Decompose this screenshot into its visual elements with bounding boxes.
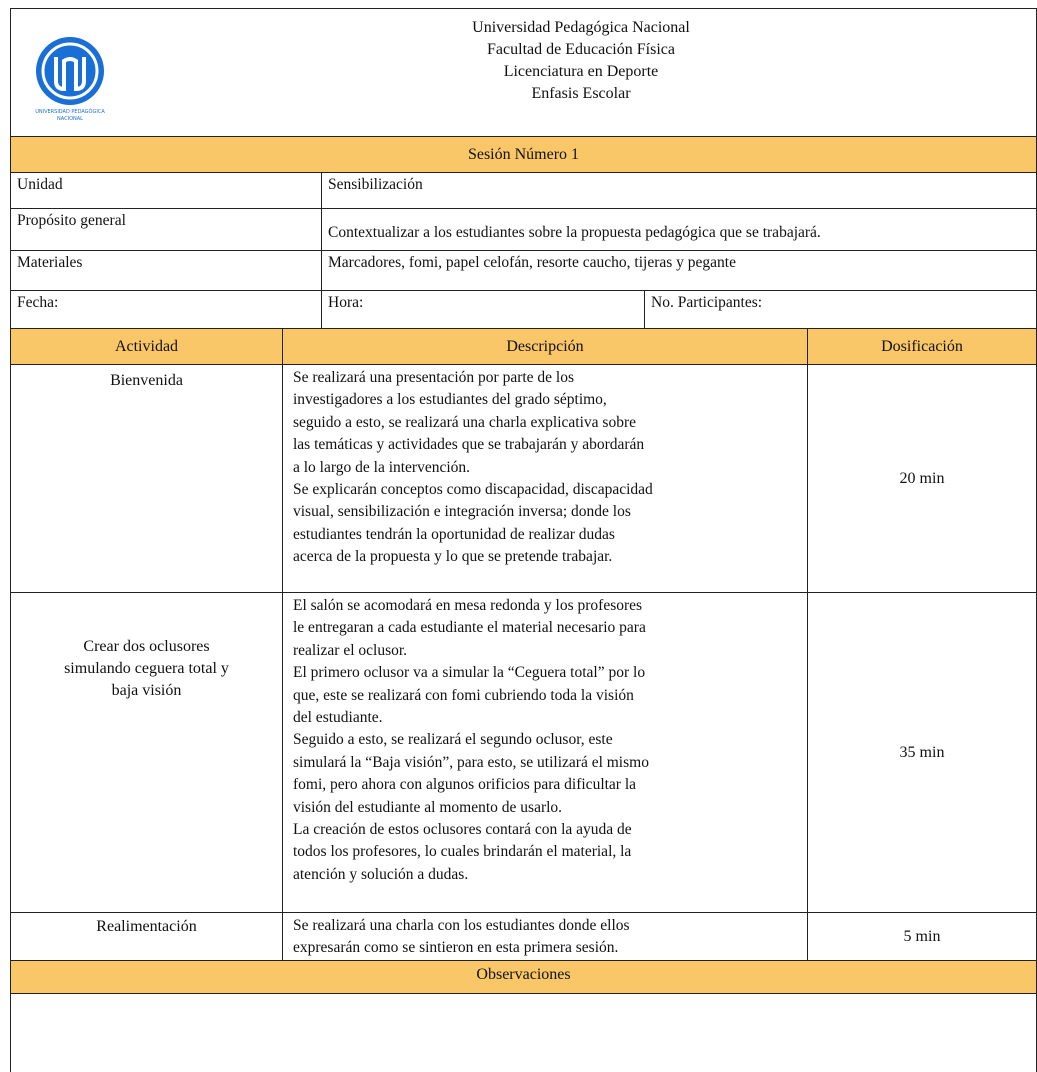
row-2-actividad-line-3: baja visión <box>111 682 182 699</box>
row-1-dosificacion <box>807 365 1037 593</box>
heading-line-faculty: Facultad de Educación Física <box>487 41 675 58</box>
row-3-actividad <box>10 913 282 961</box>
row-3-descripcion <box>282 913 807 961</box>
row-2-actividad-line-2: simulando ceguera total y <box>64 660 229 677</box>
row-1-actividad-line: Bienvenida <box>110 372 183 389</box>
observaciones-body <box>10 994 1037 1072</box>
heading-line-emphasis: Enfasis Escolar <box>531 85 631 102</box>
heading-line-program: Licenciatura en Deporte <box>503 63 659 80</box>
row-3-dosificacion <box>807 913 1037 961</box>
row-1-desc-line-9: acerca de la propuesta y lo que se pretende trabajar. <box>293 548 613 566</box>
participantes-label: No. Participantes: <box>644 291 1037 329</box>
row-2-desc-line-3: realizar el oclusor. <box>293 641 408 659</box>
document-header <box>10 8 1037 136</box>
unidad-label: Unidad <box>10 173 321 209</box>
actividad-header: Actividad <box>10 329 282 365</box>
dosificacion-header: Dosificación <box>807 329 1037 365</box>
logo-text-line-2: NACIONAL <box>57 116 83 122</box>
row-1-descripcion <box>282 365 807 593</box>
row-1-desc-line-3: seguido a esto, se realizará una charla explicativa sobre <box>293 413 636 431</box>
materiales-value: Marcadores, fomi, papel celofán, resorte caucho, tijeras y pegante <box>321 251 1037 291</box>
row-3-desc-line-1: Se realizará una charla con los estudiantes donde ellos <box>293 917 630 934</box>
row-2-dosificacion <box>807 593 1037 913</box>
hora-label: Hora: <box>321 291 644 329</box>
row-3-actividad-line: Realimentación <box>96 918 197 935</box>
row-3-dosificacion-value: 5 min <box>903 927 941 945</box>
row-2-actividad <box>10 593 282 913</box>
materiales-label: Materiales <box>10 251 321 291</box>
observaciones-title: Observaciones <box>476 966 571 983</box>
unidad-value: Sensibilización <box>321 173 1037 209</box>
heading-line-university: Universidad Pedagógica Nacional <box>472 19 690 36</box>
row-1-actividad <box>10 365 282 593</box>
row-2-desc-line-8: simulará la “Baja visión”, para esto, se utilizará el mismo <box>293 753 649 771</box>
observaciones-header <box>10 961 1037 994</box>
proposito-value: Contextualizar a los estudiantes sobre la propuesta pedagógica que se trabajará. <box>321 209 1037 251</box>
row-2-desc-line-5: que, este se realizará con fomi cubriendo toda la visión <box>293 686 634 704</box>
institution-heading <box>251 17 911 105</box>
row-1-dosificacion-value: 20 min <box>899 469 945 487</box>
row-2-actividad-line-1: Crear dos oclusores <box>83 638 210 655</box>
row-1-desc-line-5: a lo largo de la intervención. <box>293 458 471 476</box>
row-1-desc-line-1: Se realizará una presentación por parte de los <box>293 369 575 386</box>
logo-text-line-1: UNIVERSIDAD PEDAGÓGICA <box>35 109 105 115</box>
row-1-desc-line-2: investigadores a los estudiantes del grado séptimo, <box>293 391 607 409</box>
session-plan-document <box>10 8 1037 1064</box>
row-2-desc-line-13: atención y solución a dudas. <box>293 865 469 883</box>
session-title <box>10 136 1037 173</box>
row-2-desc-line-10: visión del estudiante al momento de usarlo. <box>293 798 563 816</box>
row-2-desc-line-4: El primero oclusor va a simular la “Ceguera total” por lo <box>293 664 646 682</box>
row-2-desc-line-6: del estudiante. <box>293 709 383 727</box>
session-title-text: Sesión Número 1 <box>467 146 580 163</box>
descripcion-header: Descripción <box>282 329 807 365</box>
row-1-desc-line-7: visual, sensibilización e integración inversa; donde los <box>293 503 631 521</box>
row-3-desc-line-2: expresarán como se sintieron en esta primera sesión. <box>293 939 619 957</box>
row-2-desc-line-1: El salón se acomodará en mesa redonda y los profesores <box>293 597 643 614</box>
row-2-desc-line-9: fomi, pero ahora con algunos orificios para dificultar la <box>293 776 637 794</box>
row-1-desc-line-8: estudiantes tendrán la oportunidad de realizar dudas <box>293 525 615 543</box>
proposito-label: Propósito general <box>10 209 321 251</box>
university-logo-icon <box>23 31 117 123</box>
row-1-desc-line-4: las temáticas y actividades que se trabajarán y abordarán <box>293 436 645 454</box>
row-2-desc-line-11: La creación de estos oclusores contará con la ayuda de <box>293 821 632 839</box>
row-2-descripcion <box>282 593 807 913</box>
row-2-dosificacion-value: 35 min <box>899 743 945 761</box>
row-2-desc-line-7: Seguido a esto, se realizará el segundo oclusor, este <box>293 731 613 749</box>
row-2-desc-line-2: le entregaran a cada estudiante el material necesario para <box>293 619 646 637</box>
row-1-desc-line-6: Se explicarán conceptos como discapacidad, discapacidad <box>293 481 653 499</box>
row-2-desc-line-12: todos los profesores, lo cuales brindarán el material, la <box>293 843 632 861</box>
fecha-label: Fecha: <box>10 291 321 329</box>
